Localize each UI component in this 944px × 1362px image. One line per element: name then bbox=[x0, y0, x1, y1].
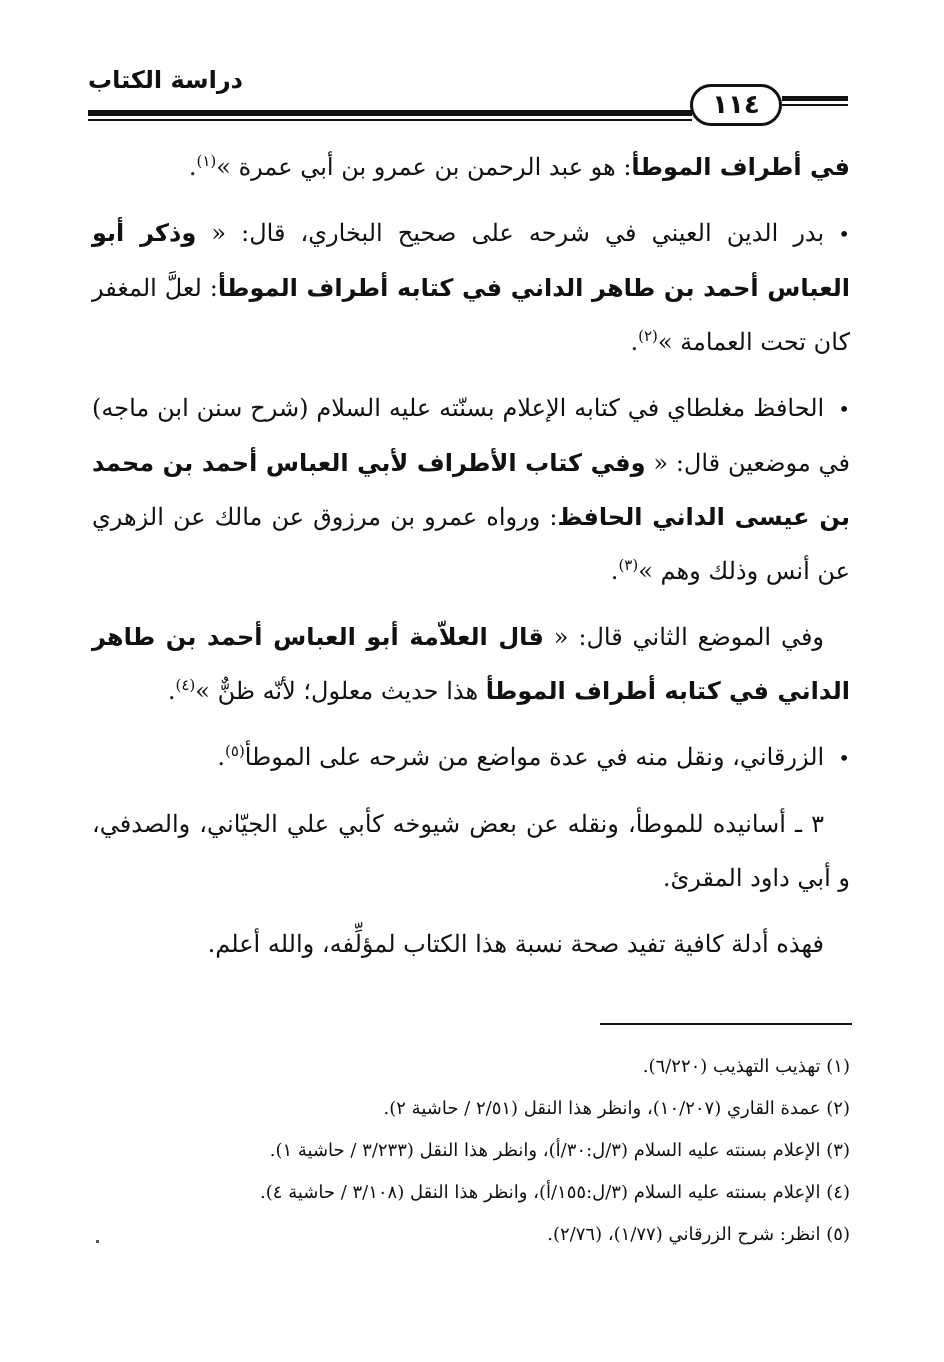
header-rule-right-thin bbox=[782, 104, 848, 106]
footnote: (٢) عمدة القاري (١٠/٢٠٧)، وانظر هذا النقل (٢/٥١ / حاشية ٢). bbox=[383, 1098, 850, 1119]
bold-text: في أطراف الموطأ bbox=[631, 153, 850, 181]
header-rule-thick bbox=[88, 110, 692, 116]
header-rule-right-thick bbox=[782, 96, 848, 101]
paragraph bbox=[92, 206, 850, 369]
page-number: ١١٤ bbox=[690, 84, 782, 126]
bold-text: وفي كتاب الأطراف لأبي العباس أحمد بن محمد بن عيسى الداني الحافظ bbox=[92, 449, 850, 531]
text-run: فهذه أدلة كافية تفيد صحة نسبة هذا الكتاب لمؤلِّفه، والله أعلم. bbox=[207, 930, 824, 958]
paragraph bbox=[92, 797, 850, 905]
bold-text: وذكر أبو العباس أحمد بن طاهر الداني في كتابه أطراف الموطأ bbox=[92, 219, 850, 302]
main-text bbox=[92, 140, 850, 983]
bullet-icon: • bbox=[838, 397, 850, 421]
footnote: (٣) الإعلام بسنته عليه السلام (٣/ل:٣٠/أ)، وانظر هذا النقل (٣/٢٣٣ / حاشية ١). bbox=[269, 1140, 850, 1161]
paragraph bbox=[92, 730, 850, 785]
footnote-ref: (٥) bbox=[225, 742, 245, 760]
footnote-ref: (٤) bbox=[175, 676, 196, 694]
bold-text: قال العلاّمة أبو العباس أحمد بن طاهر الداني في كتابه أطراف الموطأ bbox=[92, 623, 850, 705]
footnote-ref: (١) bbox=[196, 152, 217, 170]
running-header-title: دراسة الكتاب bbox=[88, 66, 243, 94]
paragraph bbox=[92, 610, 850, 718]
margin-speck bbox=[96, 1240, 99, 1243]
paragraph bbox=[92, 917, 850, 971]
text-run: . bbox=[630, 328, 639, 356]
footnote: (٤) الإعلام بسنته عليه السلام (٣/ل:١٥٥/أ)، وانظر هذا النقل (٣/١٠٨ / حاشية ٤). bbox=[260, 1182, 850, 1203]
text-run: الحافظ مغلطاي في كتابه الإعلام بسنّته عليه السلام (شرح سنن ابن ماجه) في موضعين قال: « bbox=[92, 394, 851, 477]
text-run: بدر الدين العيني في شرحه على صحيح البخاري، قال: « bbox=[196, 219, 825, 247]
footnote-ref: (٣) bbox=[618, 556, 639, 574]
text-run: ٣ ـ أسانيده للموطأ، ونقله عن بعض شيوخه كأبي علي الجيّاني، والصدفي، و أبي داود المقرئ. bbox=[92, 810, 850, 892]
text-run: . bbox=[217, 743, 226, 771]
text-run: . bbox=[610, 557, 619, 585]
text-run: : لعلَّ المغفر كان تحت العمامة » bbox=[92, 274, 850, 356]
text-run: هذا حديث معلول؛ لأنّه ظنٌّ » bbox=[195, 677, 486, 705]
footnote-ref: (٢) bbox=[638, 327, 658, 345]
bullet-icon: • bbox=[838, 746, 850, 770]
bullet-icon: • bbox=[838, 222, 850, 246]
header-rule-thin bbox=[88, 119, 692, 121]
text-run: . bbox=[167, 677, 176, 705]
text-run: . bbox=[188, 153, 197, 181]
footnote: (١) تهذيب التهذيب (٦/٢٢٠). bbox=[642, 1056, 850, 1077]
footnotes bbox=[92, 1046, 850, 1256]
text-run: : ورواه عمرو بن مرزوق عن مالك عن الزهري عن أنس وذلك وهم » bbox=[92, 503, 850, 585]
paragraph bbox=[92, 140, 850, 194]
text-run: وفي الموضع الثاني قال: « bbox=[543, 623, 825, 651]
footnote: (٥) انظر: شرح الزرقاني (١/٧٧)، (٢/٧٦). bbox=[547, 1224, 850, 1245]
footnote-separator bbox=[600, 1023, 852, 1025]
text-run: : هو عبد الرحمن بن عمرو بن أبي عمرة » bbox=[216, 153, 632, 181]
paragraph bbox=[92, 381, 850, 598]
text-run: الزرقاني، ونقل منه في عدة مواضع من شرحه على الموطأ bbox=[244, 743, 825, 771]
